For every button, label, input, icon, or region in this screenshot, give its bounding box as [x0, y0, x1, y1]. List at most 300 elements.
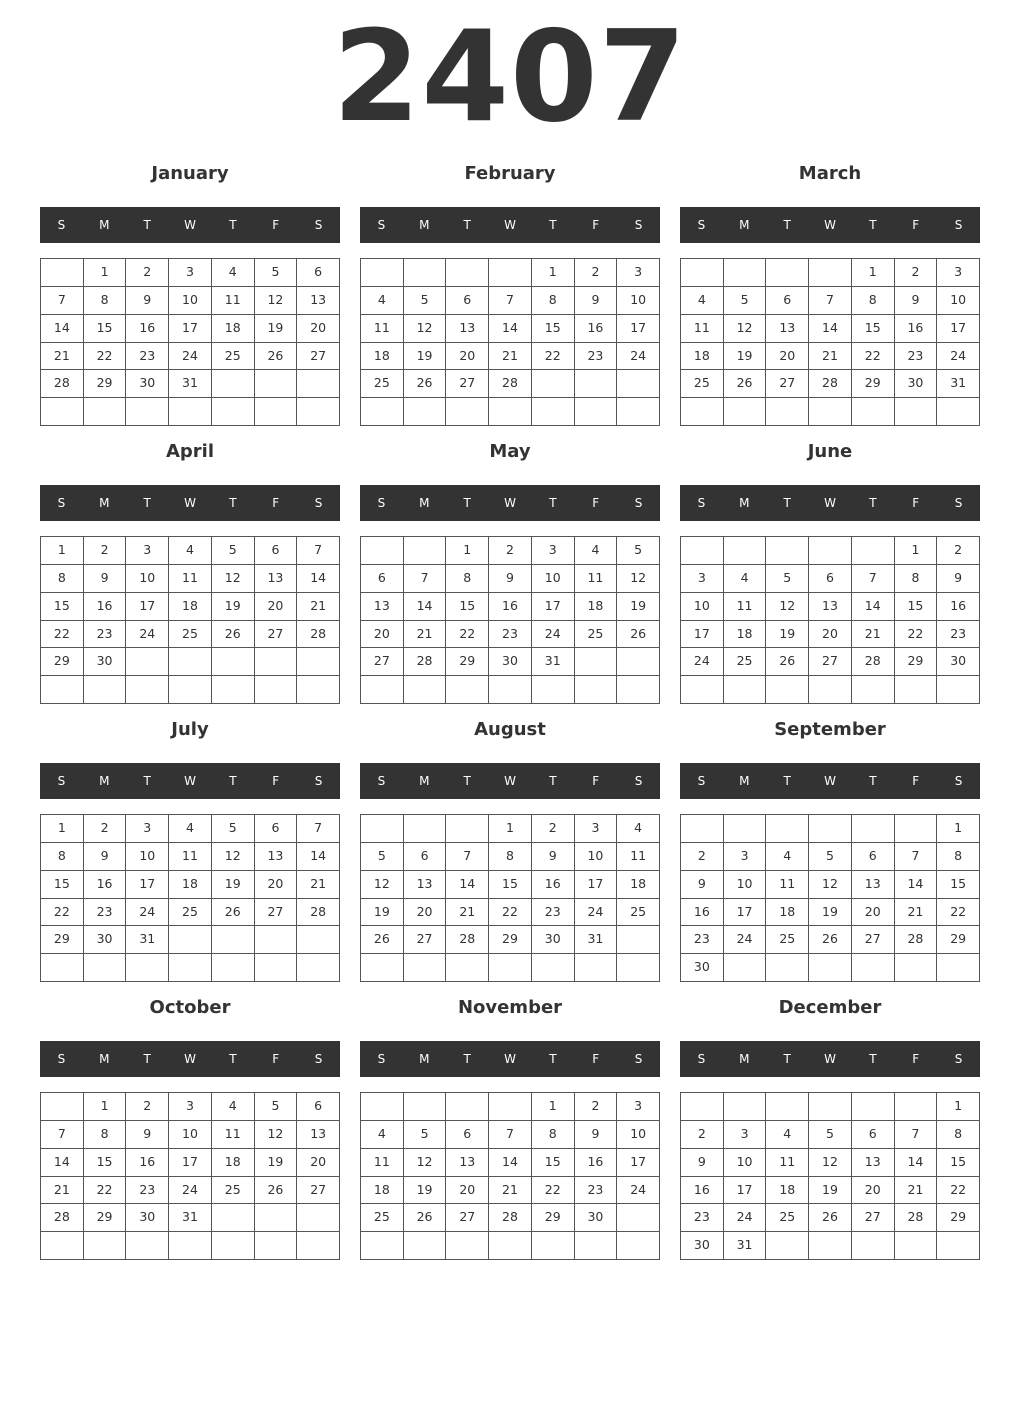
day-cell: 18	[169, 593, 212, 621]
month-name: March	[798, 163, 862, 184]
day-cell: 13	[809, 593, 852, 621]
day-cell: 2	[126, 1093, 169, 1121]
weekday-label: W	[504, 496, 516, 510]
day-cell: 29	[41, 648, 84, 676]
day-cell: 26	[724, 370, 767, 398]
day-cell: 13	[404, 871, 447, 899]
day-cell: 17	[617, 1149, 660, 1177]
day-cell: 2	[575, 1093, 618, 1121]
day-cell: 6	[297, 1093, 340, 1121]
day-grid	[680, 258, 980, 426]
weekday-label: M	[419, 1052, 430, 1066]
day-cell: 14	[852, 593, 895, 621]
day-cell: 23	[575, 1177, 618, 1205]
empty-cell	[532, 370, 575, 398]
empty-cell	[297, 370, 340, 398]
empty-cell	[489, 676, 532, 704]
day-cell: 27	[297, 1177, 340, 1205]
day-cell: 15	[84, 1149, 127, 1177]
empty-cell	[404, 954, 447, 982]
weekday-label: T	[549, 218, 557, 232]
empty-cell	[809, 1093, 852, 1121]
empty-cell	[766, 1232, 809, 1260]
day-cell: 11	[681, 315, 724, 343]
day-cell: 28	[895, 1204, 938, 1232]
day-grid	[40, 814, 340, 982]
day-cell: 13	[255, 843, 298, 871]
weekday-label: W	[504, 218, 516, 232]
day-cell: 7	[41, 287, 84, 315]
day-cell: 30	[895, 370, 938, 398]
empty-cell	[361, 259, 404, 287]
empty-cell	[212, 1232, 255, 1260]
day-cell: 25	[212, 1177, 255, 1205]
empty-cell	[766, 1093, 809, 1121]
day-cell: 6	[766, 287, 809, 315]
empty-cell	[41, 1232, 84, 1260]
weekday-label: S	[954, 496, 963, 510]
day-cell: 27	[852, 1204, 895, 1232]
day-cell: 10	[126, 843, 169, 871]
day-cell: 30	[126, 370, 169, 398]
weekday-header	[360, 763, 660, 799]
day-cell: 29	[489, 926, 532, 954]
weekday-label: S	[634, 218, 643, 232]
day-cell: 26	[404, 1204, 447, 1232]
empty-cell	[212, 676, 255, 704]
weekday-label: T	[783, 774, 791, 788]
empty-cell	[766, 815, 809, 843]
weekday-label: S	[954, 774, 963, 788]
day-cell: 18	[724, 621, 767, 649]
day-cell: 12	[212, 565, 255, 593]
empty-cell	[895, 398, 938, 426]
weekday-label: F	[912, 496, 920, 510]
empty-cell	[895, 815, 938, 843]
empty-cell	[169, 1232, 212, 1260]
day-cell: 12	[404, 1149, 447, 1177]
day-cell: 10	[169, 287, 212, 315]
day-cell: 16	[126, 315, 169, 343]
day-cell: 2	[84, 815, 127, 843]
empty-cell	[724, 676, 767, 704]
weekday-label: M	[419, 774, 430, 788]
weekday-label: F	[912, 218, 920, 232]
day-cell: 20	[446, 343, 489, 371]
day-cell: 15	[41, 593, 84, 621]
month-name: July	[171, 719, 209, 740]
day-cell: 26	[809, 1204, 852, 1232]
day-cell: 4	[361, 287, 404, 315]
day-cell: 3	[617, 259, 660, 287]
weekday-label: T	[143, 1052, 151, 1066]
day-cell: 22	[41, 621, 84, 649]
month-name: June	[807, 441, 853, 462]
day-cell: 25	[766, 926, 809, 954]
day-cell: 22	[489, 899, 532, 927]
day-cell: 25	[617, 899, 660, 927]
weekday-label: M	[739, 1052, 750, 1066]
day-cell: 1	[489, 815, 532, 843]
day-cell: 26	[255, 1177, 298, 1205]
day-cell: 1	[84, 259, 127, 287]
day-cell: 13	[852, 1149, 895, 1177]
day-cell: 1	[895, 537, 938, 565]
empty-cell	[617, 1232, 660, 1260]
empty-cell	[446, 398, 489, 426]
day-cell: 30	[489, 648, 532, 676]
day-cell: 24	[724, 1204, 767, 1232]
day-cell: 24	[617, 343, 660, 371]
day-cell: 31	[724, 1232, 767, 1260]
day-cell: 31	[169, 1204, 212, 1232]
day-cell: 29	[41, 926, 84, 954]
day-cell: 6	[255, 815, 298, 843]
day-cell: 16	[489, 593, 532, 621]
weekday-label: S	[634, 496, 643, 510]
empty-cell	[169, 398, 212, 426]
empty-cell	[446, 676, 489, 704]
weekday-header	[40, 763, 340, 799]
day-cell: 2	[532, 815, 575, 843]
day-cell: 4	[575, 537, 618, 565]
weekday-label: S	[377, 1052, 386, 1066]
day-cell: 16	[681, 1177, 724, 1205]
empty-cell	[446, 259, 489, 287]
day-cell: 31	[126, 926, 169, 954]
day-cell: 27	[852, 926, 895, 954]
weekday-label: T	[783, 218, 791, 232]
empty-cell	[617, 370, 660, 398]
day-cell: 3	[169, 1093, 212, 1121]
day-cell: 9	[681, 1149, 724, 1177]
day-cell: 19	[212, 593, 255, 621]
day-cell: 4	[724, 565, 767, 593]
month-name: September	[774, 719, 886, 740]
day-cell: 28	[895, 926, 938, 954]
day-cell: 13	[446, 1149, 489, 1177]
empty-cell	[532, 954, 575, 982]
weekday-label: S	[57, 496, 66, 510]
empty-cell	[937, 398, 980, 426]
day-cell: 4	[617, 815, 660, 843]
day-cell: 5	[404, 1121, 447, 1149]
day-cell: 20	[297, 315, 340, 343]
day-cell: 18	[361, 343, 404, 371]
empty-cell	[404, 1232, 447, 1260]
day-cell: 21	[297, 593, 340, 621]
day-cell: 14	[489, 315, 532, 343]
day-cell: 17	[724, 1177, 767, 1205]
day-cell: 20	[404, 899, 447, 927]
empty-cell	[84, 676, 127, 704]
empty-cell	[895, 676, 938, 704]
day-cell: 11	[212, 1121, 255, 1149]
empty-cell	[681, 676, 724, 704]
day-cell: 7	[895, 843, 938, 871]
day-grid	[40, 1092, 340, 1260]
day-cell: 28	[41, 1204, 84, 1232]
empty-cell	[404, 1093, 447, 1121]
day-cell: 15	[489, 871, 532, 899]
day-cell: 31	[169, 370, 212, 398]
empty-cell	[297, 954, 340, 982]
day-cell: 1	[852, 259, 895, 287]
day-cell: 8	[446, 565, 489, 593]
weekday-label: S	[377, 496, 386, 510]
day-cell: 18	[212, 315, 255, 343]
day-cell: 13	[446, 315, 489, 343]
day-cell: 31	[532, 648, 575, 676]
empty-cell	[297, 1232, 340, 1260]
day-cell: 29	[532, 1204, 575, 1232]
month-name: May	[489, 441, 531, 462]
day-cell: 10	[532, 565, 575, 593]
empty-cell	[255, 954, 298, 982]
day-cell: 15	[84, 315, 127, 343]
day-cell: 14	[41, 315, 84, 343]
weekday-label: W	[824, 496, 836, 510]
day-cell: 27	[404, 926, 447, 954]
day-cell: 17	[169, 1149, 212, 1177]
day-cell: 15	[937, 1149, 980, 1177]
day-cell: 18	[575, 593, 618, 621]
weekday-header	[360, 207, 660, 243]
empty-cell	[255, 926, 298, 954]
day-cell: 14	[404, 593, 447, 621]
day-cell: 16	[575, 1149, 618, 1177]
day-cell: 23	[84, 899, 127, 927]
empty-cell	[575, 648, 618, 676]
empty-cell	[212, 926, 255, 954]
empty-cell	[766, 398, 809, 426]
day-cell: 25	[575, 621, 618, 649]
weekday-label: W	[184, 774, 196, 788]
day-cell: 16	[575, 315, 618, 343]
day-cell: 26	[255, 343, 298, 371]
day-grid	[360, 814, 660, 982]
day-cell: 7	[852, 565, 895, 593]
empty-cell	[126, 648, 169, 676]
day-cell: 7	[489, 1121, 532, 1149]
weekday-label: T	[549, 496, 557, 510]
day-cell: 18	[766, 899, 809, 927]
day-cell: 4	[212, 259, 255, 287]
day-cell: 11	[766, 1149, 809, 1177]
weekday-label: W	[824, 774, 836, 788]
day-cell: 30	[84, 926, 127, 954]
day-cell: 2	[575, 259, 618, 287]
weekday-label: T	[463, 218, 471, 232]
day-cell: 18	[361, 1177, 404, 1205]
day-cell: 7	[41, 1121, 84, 1149]
empty-cell	[617, 676, 660, 704]
day-cell: 8	[852, 287, 895, 315]
day-cell: 21	[446, 899, 489, 927]
day-cell: 29	[446, 648, 489, 676]
empty-cell	[297, 1204, 340, 1232]
day-cell: 18	[617, 871, 660, 899]
empty-cell	[169, 648, 212, 676]
empty-cell	[126, 676, 169, 704]
day-cell: 25	[766, 1204, 809, 1232]
day-cell: 9	[126, 287, 169, 315]
weekday-label: T	[869, 218, 877, 232]
day-cell: 5	[212, 815, 255, 843]
day-cell: 6	[255, 537, 298, 565]
day-cell: 2	[126, 259, 169, 287]
day-cell: 7	[446, 843, 489, 871]
day-cell: 14	[895, 1149, 938, 1177]
empty-cell	[809, 676, 852, 704]
day-cell: 21	[809, 343, 852, 371]
weekday-label: T	[783, 496, 791, 510]
weekday-label: M	[739, 774, 750, 788]
day-cell: 18	[766, 1177, 809, 1205]
day-cell: 26	[766, 648, 809, 676]
day-cell: 4	[361, 1121, 404, 1149]
weekday-label: F	[592, 774, 600, 788]
day-cell: 4	[212, 1093, 255, 1121]
empty-cell	[681, 815, 724, 843]
empty-cell	[297, 398, 340, 426]
weekday-header	[360, 485, 660, 521]
weekday-label: S	[57, 218, 66, 232]
day-cell: 9	[489, 565, 532, 593]
day-cell: 21	[489, 1177, 532, 1205]
empty-cell	[84, 954, 127, 982]
day-cell: 22	[532, 1177, 575, 1205]
day-cell: 10	[126, 565, 169, 593]
empty-cell	[724, 815, 767, 843]
day-cell: 13	[255, 565, 298, 593]
day-cell: 4	[681, 287, 724, 315]
day-cell: 17	[126, 871, 169, 899]
day-cell: 16	[84, 871, 127, 899]
day-cell: 2	[84, 537, 127, 565]
weekday-label: M	[739, 218, 750, 232]
weekday-label: S	[954, 218, 963, 232]
empty-cell	[724, 1093, 767, 1121]
day-cell: 1	[41, 815, 84, 843]
empty-cell	[297, 676, 340, 704]
day-cell: 27	[255, 621, 298, 649]
empty-cell	[895, 954, 938, 982]
day-cell: 4	[169, 537, 212, 565]
day-cell: 30	[681, 1232, 724, 1260]
weekday-label: S	[697, 218, 706, 232]
day-cell: 22	[41, 899, 84, 927]
empty-cell	[852, 1093, 895, 1121]
empty-cell	[41, 676, 84, 704]
day-cell: 2	[489, 537, 532, 565]
day-cell: 10	[724, 1149, 767, 1177]
day-cell: 22	[895, 621, 938, 649]
day-cell: 22	[937, 899, 980, 927]
day-cell: 7	[809, 287, 852, 315]
day-cell: 13	[361, 593, 404, 621]
day-cell: 19	[617, 593, 660, 621]
empty-cell	[809, 259, 852, 287]
month-name: August	[474, 719, 546, 740]
day-cell: 8	[532, 287, 575, 315]
weekday-label: F	[272, 774, 280, 788]
weekday-label: M	[419, 496, 430, 510]
day-cell: 15	[446, 593, 489, 621]
empty-cell	[169, 926, 212, 954]
empty-cell	[575, 676, 618, 704]
empty-cell	[255, 648, 298, 676]
month-name: January	[151, 163, 229, 184]
day-cell: 30	[681, 954, 724, 982]
empty-cell	[361, 815, 404, 843]
day-cell: 24	[681, 648, 724, 676]
day-cell: 16	[532, 871, 575, 899]
weekday-label: T	[869, 496, 877, 510]
day-cell: 10	[617, 287, 660, 315]
empty-cell	[575, 398, 618, 426]
weekday-label: S	[634, 774, 643, 788]
day-cell: 20	[766, 343, 809, 371]
day-cell: 12	[212, 843, 255, 871]
day-cell: 19	[404, 343, 447, 371]
weekday-label: S	[697, 496, 706, 510]
empty-cell	[212, 398, 255, 426]
day-cell: 22	[84, 343, 127, 371]
empty-cell	[212, 370, 255, 398]
day-cell: 28	[41, 370, 84, 398]
day-cell: 17	[937, 315, 980, 343]
day-cell: 21	[41, 1177, 84, 1205]
day-cell: 18	[681, 343, 724, 371]
day-cell: 19	[255, 1149, 298, 1177]
weekday-label: T	[143, 496, 151, 510]
day-cell: 20	[446, 1177, 489, 1205]
empty-cell	[126, 954, 169, 982]
day-cell: 5	[255, 259, 298, 287]
empty-cell	[169, 676, 212, 704]
day-cell: 26	[809, 926, 852, 954]
weekday-label: T	[229, 1052, 237, 1066]
empty-cell	[809, 1232, 852, 1260]
day-cell: 1	[937, 815, 980, 843]
day-cell: 11	[169, 843, 212, 871]
day-cell: 11	[617, 843, 660, 871]
empty-cell	[617, 926, 660, 954]
day-cell: 19	[809, 1177, 852, 1205]
empty-cell	[126, 398, 169, 426]
empty-cell	[361, 1232, 404, 1260]
empty-cell	[126, 1232, 169, 1260]
day-cell: 5	[404, 287, 447, 315]
day-cell: 26	[212, 899, 255, 927]
day-cell: 25	[361, 1204, 404, 1232]
day-cell: 15	[895, 593, 938, 621]
day-cell: 23	[575, 343, 618, 371]
day-cell: 16	[937, 593, 980, 621]
day-cell: 14	[895, 871, 938, 899]
weekday-label: F	[592, 1052, 600, 1066]
weekday-label: M	[739, 496, 750, 510]
day-cell: 23	[681, 1204, 724, 1232]
day-cell: 8	[937, 1121, 980, 1149]
day-cell: 10	[937, 287, 980, 315]
day-cell: 14	[297, 565, 340, 593]
empty-cell	[809, 537, 852, 565]
weekday-label: S	[697, 774, 706, 788]
day-cell: 9	[937, 565, 980, 593]
day-cell: 28	[297, 899, 340, 927]
